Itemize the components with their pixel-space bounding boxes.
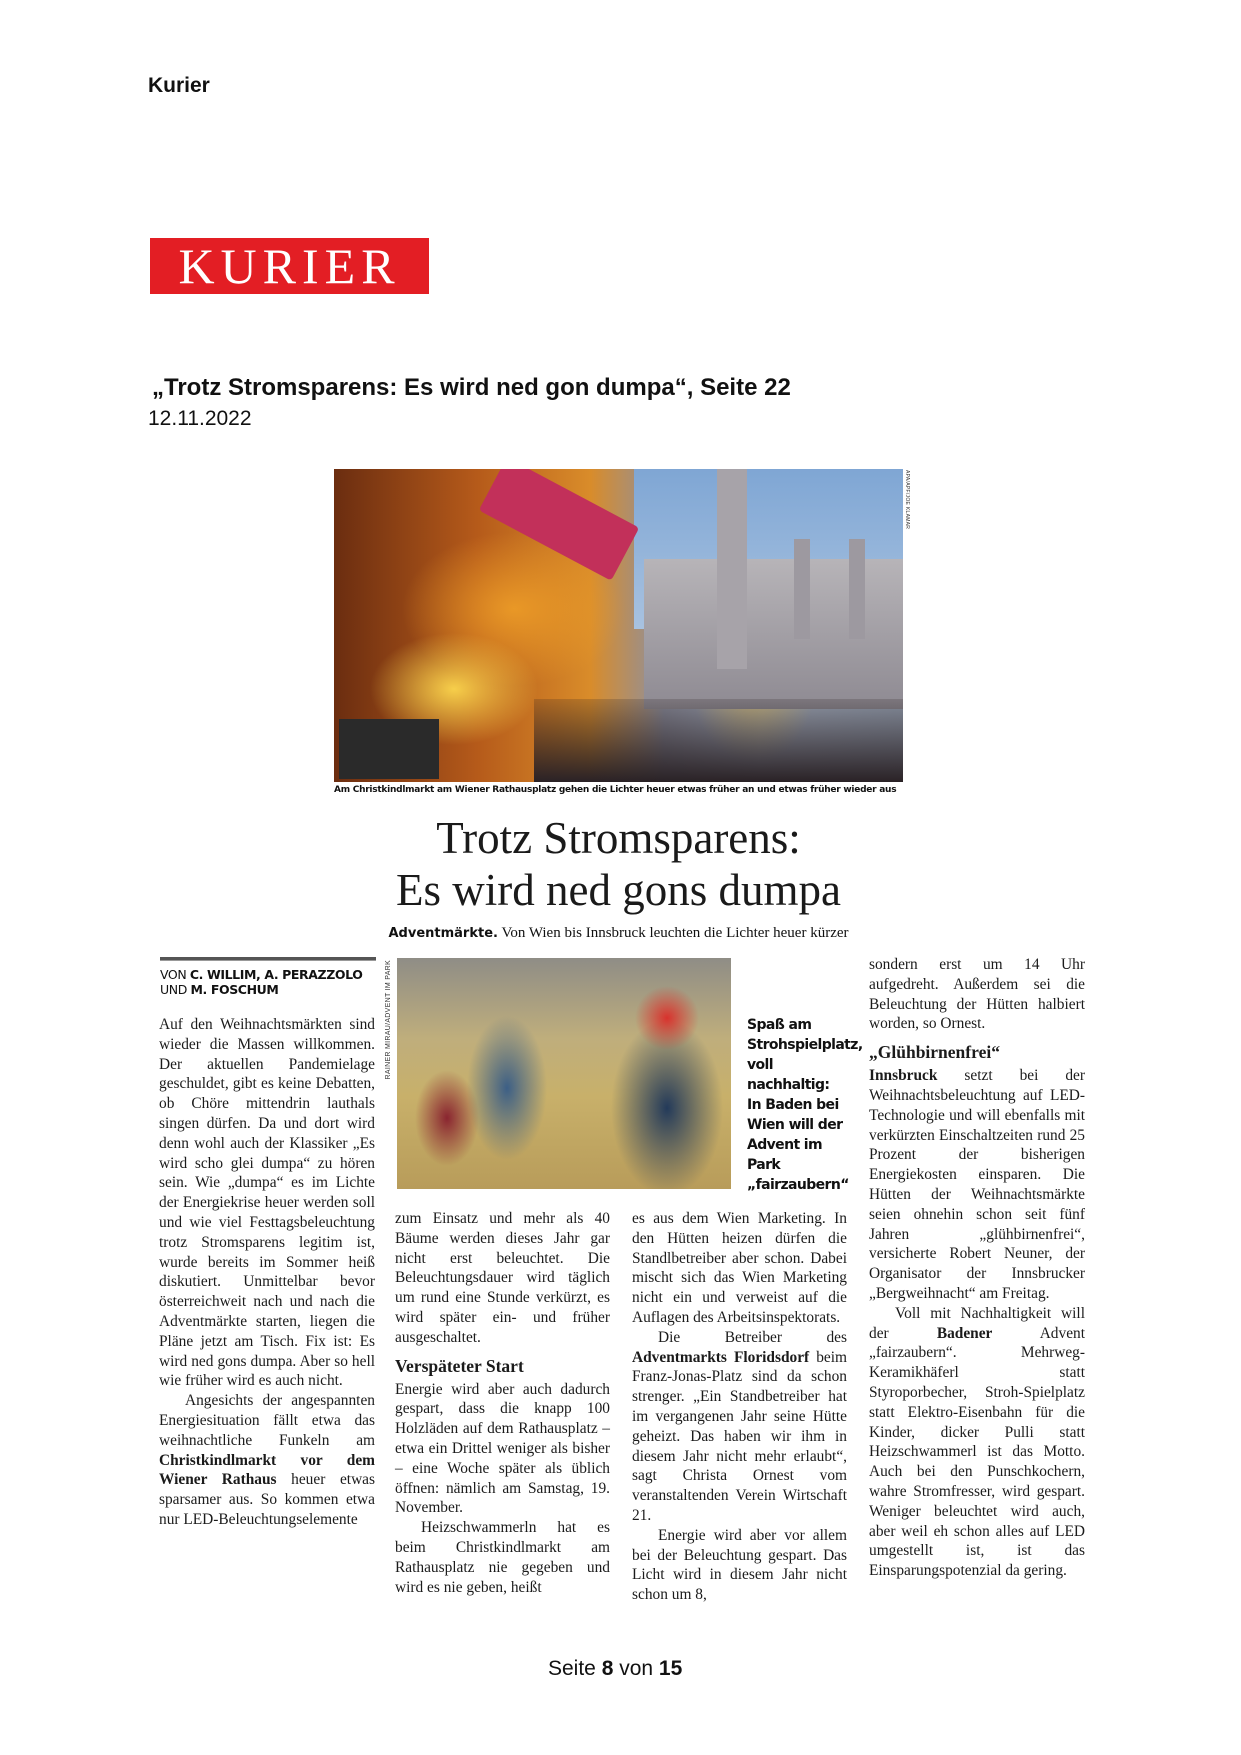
headline-line-1: Trotz Stromsparens: (436, 813, 801, 863)
photo-credit: RAINER MIRAU/ADVENT IM PARK (385, 960, 392, 1080)
photo-rathaus-spire (849, 539, 865, 639)
photo-menu-board (339, 719, 439, 779)
photo-caption: Spaß am Strohspielplatz, voll nachhaltig: In Baden bei Wien will der Advent im Park „fairzaubern“ (747, 1017, 863, 1193)
clip-title: „Trotz Stromsparens: Es wird ned gon dumpa“, Seite 22 (152, 374, 791, 401)
photo-credit: APA/APF/JOE KLAMAR (904, 470, 910, 530)
paragraph: Heizschwammerln hat es beim Christkindlmarkt am Rathausplatz nie gegeben und wird es nie geben, heißt (395, 1519, 610, 1596)
christkindlmarkt-photo (334, 469, 903, 782)
photo-punsch-sign (479, 469, 640, 581)
paragraph: zum Einsatz und mehr als 40 Bäume werden dieses Jahr gar nicht erst beleuchtet. Die Beleuchtungsdauer wird täglich um rund eine Stunde verkürzt, es wird später ein- und früher ausgeschaltet. (395, 1210, 610, 1346)
photo-caption: Am Christkindlmarkt am Wiener Rathausplatz gehen die Lichter heuer etwas früher an und etwas früher wieder aus (334, 785, 897, 795)
paragraph: Energie wird aber vor allem bei der Beleuchtung gespart. Das Licht wird in diesem Jahr nicht schon um 8, (632, 1526, 847, 1604)
page-number (548, 1657, 682, 1681)
byline-authors: M. FOSCHUM (190, 982, 279, 997)
kicker: Adventmärkte. (388, 926, 498, 941)
paragraph: Innsbruck setzt bei der Weihnachtsbeleuchtung auf LED-Technologie und will ebenfalls mit verkürzten Einschaltzeiten rund 25 Prozent der bisherigen Energiekosten einsparen. Die Hütten der Weihnachtsmärkte seien ohnehin schon seit fünf Jahren „glühbirnenfrei“, versicherte Robert Neuner, der Organisator der Innsbrucker „Bergweihnacht“ am Freitag. (869, 1067, 1085, 1302)
photo-crowd (534, 699, 903, 782)
clip-date: 12.11.2022 (148, 407, 252, 430)
photo-rathaus-tower (717, 469, 747, 669)
page-total: 15 (658, 1657, 683, 1680)
byline-authors: C. WILLIM, A. PERAZZOLO (189, 967, 363, 982)
byline-prefix: UND (160, 982, 191, 997)
byline-rule (160, 957, 376, 961)
strohspielplatz-photo (397, 958, 731, 1189)
paragraph: es aus dem Wien Marketing. In den Hütten heizen dürfen die Standlbetreiber aber schon. Dabei mischt sich das Wien Marketing nicht ein und verweist auf die Auflagen des Arbeitsinspektorats. (632, 1210, 847, 1326)
photo-rathaus-spire (794, 539, 810, 639)
paragraph: Energie wird aber auch dadurch gespart, dass die knapp 100 Holzläden auf dem Rathausplatz – etwa ein Drittel weniger als bisher – eine Woche später als üblich öffnen: nämlich am Samstag, 19. November. (395, 1380, 610, 1517)
article-headline (334, 812, 903, 916)
headline-line-2: Es wird ned gons dumpa (396, 865, 841, 915)
article-column-3 (632, 1209, 847, 1605)
article-column-4 (869, 955, 1085, 1581)
byline (160, 967, 362, 997)
kurier-logo: KURIER (150, 238, 429, 294)
subheading: „Glühbirnenfrei“ (869, 1042, 1000, 1063)
subheading: Verspäteter Start (395, 1355, 524, 1376)
article-column-1 (159, 1015, 375, 1530)
byline-prefix: VON (160, 967, 190, 982)
paragraph: Die Betreiber des Adventmarkts Floridsdorf beim Franz-Jonas-Platz sind da schon strenger. „Ein Standbetreiber hat im vergangenen Jahr seine Hütte geheizt. Das haben wir ihm in diesem Jahr nicht mehr erlaubt“, sagt Christa Ornest vom veranstaltenden Verein Wirtschaft 21. (632, 1328, 847, 1524)
article-subline (334, 925, 903, 942)
page-current: 8 (601, 1657, 614, 1680)
subline-text: Von Wien bis Innsbruck leuchten die Lichter heuer kürzer (501, 925, 849, 941)
article-column-2 (395, 1209, 610, 1597)
paragraph: Angesichts der angespannten Energiesituation fällt etwa das weihnachtliche Funkeln am Christkindlmarkt vor dem Wiener Rathaus heuer etwas sparsamer aus. So kommen etwa nur LED-Beleuchtungselemente (159, 1392, 375, 1528)
paragraph: Voll mit Nachhaltigkeit will der Badener Advent „fairzaubern“. Mehrweg-Keramikhäferl statt Styroporbecher, Stroh-Spielplatz statt Elektro-Eisenbahn für die Kinder, dicker Pulli statt Heizschwammerl ist das Motto. Auch bei den Punschkochern, wahre Stromfresser, wird gespart. Weniger beleuchtet wird auch, aber weil eh schon alles auf LED umgestellt ist, ist das Einsparungspotenzial da gering. (869, 1304, 1086, 1580)
page-prefix: Seite (548, 1657, 602, 1680)
paragraph: Auf den Weihnachtsmärkten sind wieder die Massen willkommen. Der aktuellen Pandemielage geschuldet, gibt es keine Debatten, ob Chöre mittendrin lauthals singen dürfen. Da und dort wird denn wohl auch der Klassiker „Es wird scho glei dumpa“ zu hören sein. Wie „dumpa“ es im Lichte der Energiekrise heuer werden soll und wie viel Festtagsbeleuchtung trotz Stromsparens legitim ist, wurde bereits im Sommer heiß diskutiert. Unmittelbar bevor österreichweit nach und nach die Adventmärkte starten, liegen die Pläne jetzt am Tisch. Fix ist: Es wird ned gons dumpa. Aber so hell wie früher wird es auch nicht. (159, 1016, 375, 1390)
source-label: Kurier (148, 74, 210, 97)
paragraph: sondern erst um 14 Uhr aufgedreht. Außerdem sei die Beleuchtung der Hütten halbiert worden, so Ornest. (869, 956, 1085, 1033)
page-middle: von (613, 1657, 659, 1680)
